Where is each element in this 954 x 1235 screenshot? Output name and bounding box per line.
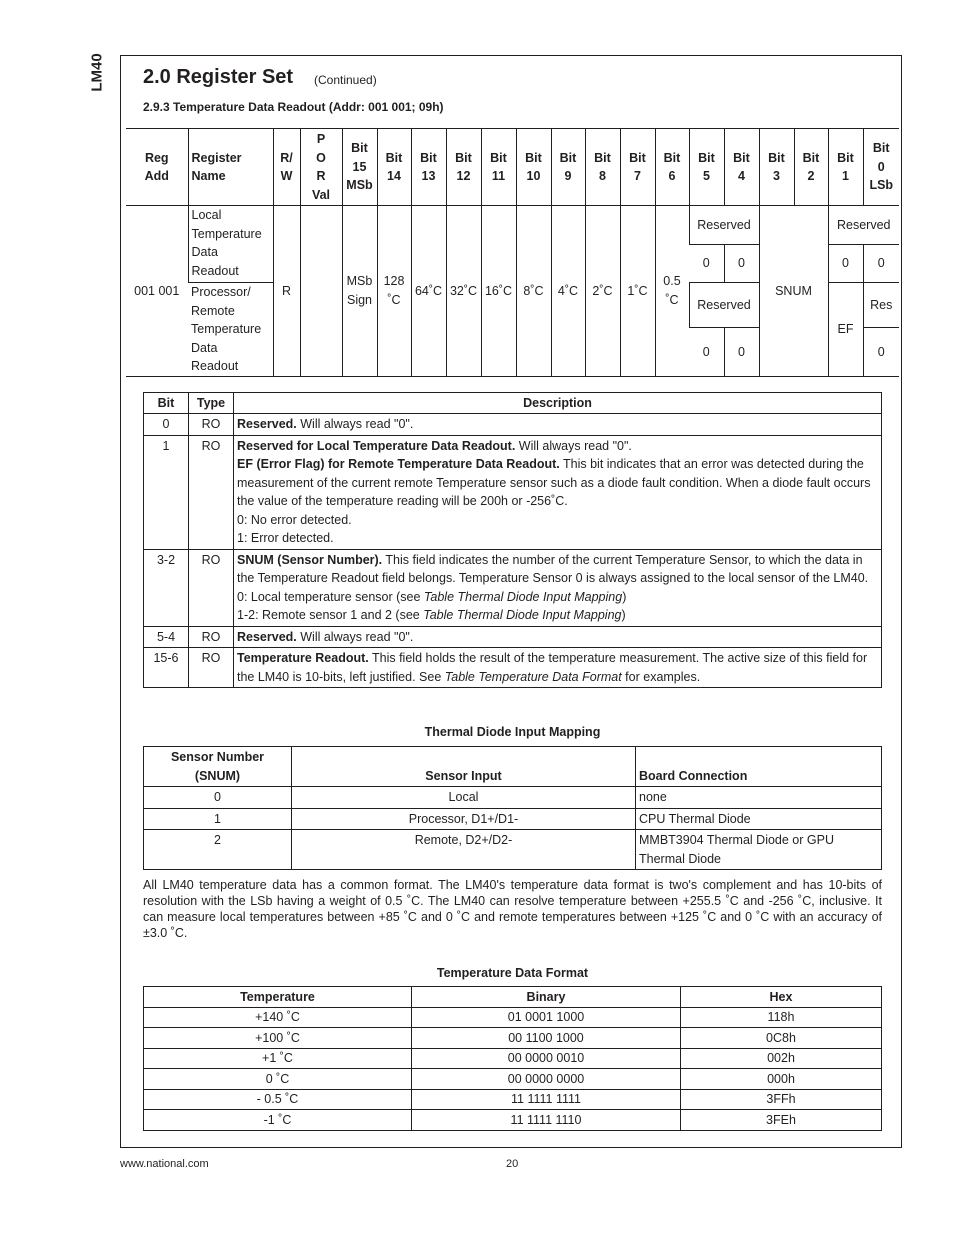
fmt-binary: 00 1100 1000: [412, 1028, 681, 1049]
desc-type: RO: [189, 626, 234, 648]
header-bit7: Bit 7: [620, 129, 655, 206]
header-bit10: Bit 10: [516, 129, 551, 206]
register-name-local: Local Temperature Data Readout: [188, 206, 273, 283]
register-header-row: [126, 129, 899, 206]
subsection-heading: 2.9.3 Temperature Data Readout (Addr: 001 001; 09h): [143, 100, 444, 114]
map-input: Local: [292, 787, 636, 809]
header-bit6: Bit 6: [655, 129, 689, 206]
bit0-local-zero: 0: [863, 245, 899, 283]
fmt-binary: 01 0001 1000: [412, 1007, 681, 1028]
temperature-data-format-table: [143, 986, 882, 1131]
table-row: [144, 1110, 882, 1131]
table-row: [144, 414, 882, 436]
snum-cell: SNUM: [759, 206, 828, 377]
desc-text: Reserved. Will always read "0".: [234, 414, 882, 436]
desc-type: RO: [189, 549, 234, 626]
map-board: MMBT3904 Thermal Diode or GPU Thermal Diode: [636, 830, 882, 870]
table-row: [144, 435, 882, 549]
fmt-header-binary: Binary: [412, 987, 681, 1008]
bits5-4-local-reserved: Reserved: [689, 206, 759, 245]
desc-header-description: Description: [234, 393, 882, 414]
bit10-cell: 8˚C: [516, 206, 551, 377]
fmt-temperature: +1 ˚C: [144, 1048, 412, 1069]
register-name-remote: Processor/ Remote Temperature Data Readout: [191, 285, 262, 373]
desc-bit: 15-6: [144, 648, 189, 688]
fmt-temperature: +140 ˚C: [144, 1007, 412, 1028]
bit5-remote-zero: 0: [702, 344, 710, 359]
table-row: [144, 787, 882, 809]
bit-description-table: [143, 392, 882, 688]
header-bit8: Bit 8: [585, 129, 620, 206]
map-snum: 2: [144, 830, 292, 870]
header-rw: R/ W: [273, 129, 300, 206]
desc-bit: 0: [144, 414, 189, 436]
fmt-temperature: +100 ˚C: [144, 1028, 412, 1049]
table-row: [144, 1007, 882, 1028]
bit11-cell: 16˚C: [481, 206, 516, 377]
bits1-0-local-reserved: Reserved: [828, 206, 899, 245]
bit14-cell: 128 ˚C: [377, 206, 411, 377]
bit13-cell: 64˚C: [411, 206, 446, 377]
header-bit1: Bit 1: [828, 129, 863, 206]
header-bit5: Bit 5: [689, 129, 724, 206]
desc-text: Reserved for Local Temperature Data Readout. Will always read "0". EF (Error Flag) for Remote Temperature Data Readout. This bit indicates that an error was detected during the measurement of the current remote Temperature sensor such as a diode fault condition. When a diode fault occurs the value of the temperature reading will be 200h or -256˚C. 0: No error detected. 1: Error detected.: [234, 435, 882, 549]
desc-text: SNUM (Sensor Number). This field indicates the number of the current Temperature Sensor, to which the data in the Temperature Readout field belongs. Temperature Sensor 0 is always assigned to the local sensor of the LM40. 0: Local temperature sensor (see Table Thermal Diode Input Mapping) 1-2: Remote sensor 1 and 2 (see Table Thermal Diode Input Mapping): [234, 549, 882, 626]
rw-cell: R: [273, 206, 300, 377]
table-row: [144, 830, 882, 870]
map-header-input: Sensor Input: [292, 747, 636, 787]
header-bit3: Bit 3: [759, 129, 794, 206]
fmt-hex: 0C8h: [681, 1028, 882, 1049]
footer-website-link[interactable]: www.national.com: [120, 1158, 209, 1170]
bit8-cell: 2˚C: [585, 206, 620, 377]
header-bit12: Bit 12: [446, 129, 481, 206]
header-bit15: Bit 15 MSb: [342, 129, 377, 206]
desc-type: RO: [189, 414, 234, 436]
header-bit13: Bit 13: [411, 129, 446, 206]
map-input: Remote, D2+/D2-: [292, 830, 636, 870]
header-bit4: Bit 4: [724, 129, 759, 206]
bit9-cell: 4˚C: [551, 206, 585, 377]
map-snum: 0: [144, 787, 292, 809]
map-header-board: Board Connection: [636, 747, 882, 787]
bit12-cell: 32˚C: [446, 206, 481, 377]
header-bit9: Bit 9: [551, 129, 585, 206]
table-row: [144, 1069, 882, 1090]
table-row: [144, 1089, 882, 1110]
format-table-caption: Temperature Data Format: [436, 966, 589, 980]
fmt-hex: 3FEh: [681, 1110, 882, 1131]
map-input: Processor, D1+/D1-: [292, 808, 636, 830]
fmt-temperature: -1 ˚C: [144, 1110, 412, 1131]
bits5-4-remote-reserved: Reserved: [689, 283, 759, 328]
bit0-res-cell: Res: [863, 283, 899, 328]
desc-header-type: Type: [189, 393, 234, 414]
fmt-hex: 000h: [681, 1069, 882, 1090]
bit5-local-zero: 0: [689, 245, 724, 283]
bit7-cell: 1˚C: [620, 206, 655, 377]
table-row: [144, 626, 882, 648]
table-row: [144, 808, 882, 830]
header-bit0: Bit 0 LSb: [863, 129, 899, 206]
por-val-cell: [300, 206, 342, 377]
bit1-local-zero: 0: [828, 245, 863, 283]
header-register-name: Register Name: [188, 129, 273, 206]
temperature-format-paragraph: All LM40 temperature data has a common format. The LM40's temperature data format is two's complement and has 10-bits of resolution with the LSb having a weight of 0.5 ˚C. The LM40 can resolve temperature between +255.5 ˚C and -256 ˚C, inclusive. It can measure local temperatures between +85 ˚C and 0 ˚C and remote temperatures between +125 ˚C and 0 ˚C with an accuracy of ±3.0 ˚C.: [143, 878, 882, 940]
fmt-hex: 3FFh: [681, 1089, 882, 1110]
desc-type: RO: [189, 648, 234, 688]
desc-text: Temperature Readout. This field holds the result of the temperature measurement. The active size of this field for the LM40 is 10-bits, left justified. See Table Temperature Data Format for examples.: [234, 648, 882, 688]
fmt-hex: 002h: [681, 1048, 882, 1069]
desc-bit: 5-4: [144, 626, 189, 648]
desc-bit: 3-2: [144, 549, 189, 626]
fmt-binary: 11 1111 1111: [412, 1089, 681, 1110]
section-title: 2.0 Register Set: [143, 66, 294, 88]
desc-text: Reserved. Will always read "0".: [234, 626, 882, 648]
side-part-label: LM40: [88, 53, 106, 92]
fmt-header-temperature: Temperature: [144, 987, 412, 1008]
fmt-binary: 00 0000 0010: [412, 1048, 681, 1069]
bit1-ef-cell: EF: [828, 283, 863, 377]
table-row: [144, 648, 882, 688]
fmt-hex: 118h: [681, 1007, 882, 1028]
bit15-cell: MSb Sign: [342, 206, 377, 377]
map-board: CPU Thermal Diode: [636, 808, 882, 830]
fmt-temperature: 0 ˚C: [144, 1069, 412, 1090]
continued-note: (Continued): [314, 73, 377, 87]
table-row: [144, 549, 882, 626]
bit4-local-zero: 0: [724, 245, 759, 283]
page-number: 20: [506, 1158, 519, 1170]
desc-bit: 1: [144, 435, 189, 549]
fmt-header-hex: Hex: [681, 987, 882, 1008]
header-bit14: Bit 14: [377, 129, 411, 206]
bit4-remote-zero: 0: [724, 328, 759, 376]
header-bit2: Bit 2: [794, 129, 828, 206]
thermal-diode-mapping-table: [143, 746, 882, 870]
map-board: none: [636, 787, 882, 809]
table-row: [144, 1028, 882, 1049]
fmt-binary: 00 0000 0000: [412, 1069, 681, 1090]
fmt-binary: 11 1111 1110: [412, 1110, 681, 1131]
bit6-cell: 0.5 ˚C: [655, 206, 689, 377]
map-snum: 1: [144, 808, 292, 830]
register-table: [126, 128, 899, 377]
header-por-val: P O R Val: [300, 129, 342, 206]
desc-type: RO: [189, 435, 234, 549]
bit0-remote-zero: 0: [863, 328, 899, 376]
desc-header-bit: Bit: [144, 393, 189, 414]
table-row: [144, 1048, 882, 1069]
fmt-temperature: - 0.5 ˚C: [144, 1089, 412, 1110]
mapping-table-caption: Thermal Diode Input Mapping: [424, 725, 601, 739]
header-reg-add: Reg Add: [126, 129, 188, 206]
map-header-snum: Sensor Number (SNUM): [144, 747, 292, 787]
reg-add-cell: 001 001: [134, 283, 180, 298]
header-bit11: Bit 11: [481, 129, 516, 206]
